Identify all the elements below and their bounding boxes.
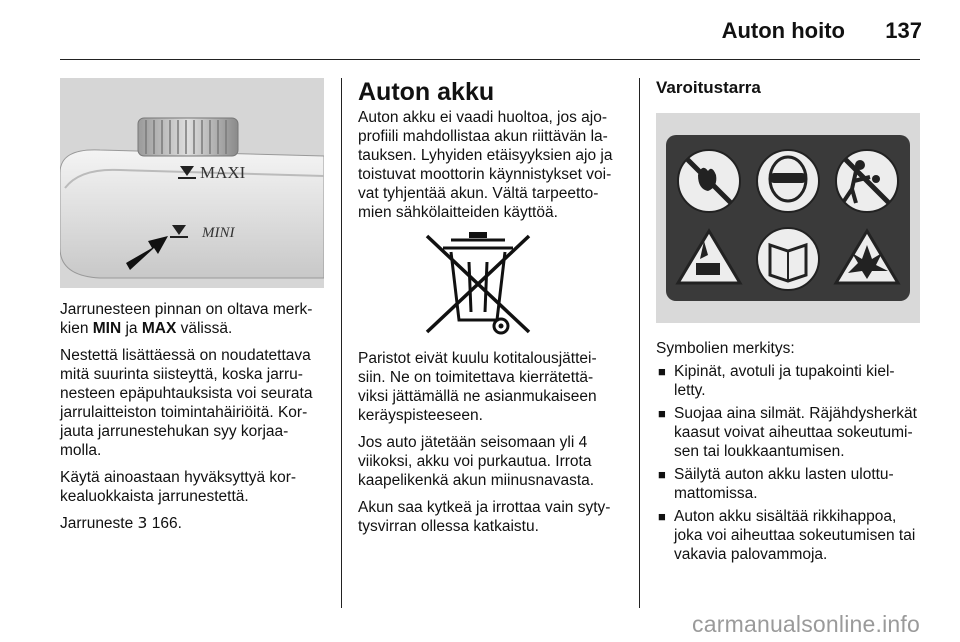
paragraph-storage: Jos auto jätetään seisomaan yli 4 viikoksi, akku voi purkautua. Irrota kaapelikenkä akun miinusnavasta. — [358, 434, 595, 489]
paragraph-ignition: Akun saa kytkeä ja irrottaa vain syty-tysvirran ollessa katkaistu. — [358, 499, 611, 535]
crossed-bin-icon — [413, 232, 543, 337]
header-rule — [60, 59, 920, 60]
page-reference-icon: 3 — [137, 514, 148, 532]
list-item: ■ Kipinät, avotuli ja tupakointi kiel-letty. — [658, 363, 895, 399]
paragraph-level: Jarrunesteen pinnan on oltava merk-kien MIN ja MAX välissä. — [60, 301, 313, 337]
keep-from-children-icon — [836, 150, 898, 212]
list-item: ■ Säilytä auton akku lasten ulottu-mattomissa. — [658, 466, 894, 502]
symbols-list-title: Symbolien merkitys: — [656, 340, 795, 357]
column-brake-fluid — [60, 78, 325, 541]
paragraph-cleanliness: Nestettä lisättäessä on noudatettava mitä suurinta siisteyttä, koska jarru-nesteen epäpuhtauksista voi seurata jarrulaitteiston toimintahäiriöitä. Kor-jauta jarrunestehukan syy korjaa-molla. — [60, 347, 313, 459]
column-warning-label — [656, 78, 921, 568]
column-battery — [358, 78, 623, 544]
bullet-square-icon: ■ — [658, 364, 666, 379]
page-header — [0, 18, 960, 48]
bullet-square-icon: ■ — [658, 509, 666, 524]
no-fire-icon — [678, 150, 740, 212]
read-manual-icon — [757, 228, 819, 290]
paragraph-reference: Jarruneste 3 166. — [60, 514, 182, 532]
symbols-list — [656, 362, 921, 564]
battery-warning-label-image — [656, 113, 920, 323]
section-title: Auton hoito — [721, 18, 845, 43]
warning-label-heading: Varoitustarra — [656, 78, 761, 97]
bullet-square-icon: ■ — [658, 406, 666, 421]
brake-fluid-reservoir-photo — [60, 78, 324, 288]
list-item: ■ Suojaa aina silmät. Räjähdysherkät kaasut voivat aiheuttaa sokeutumi-sen tai loukkaantumisen. — [658, 405, 917, 460]
paragraph-approved-fluid: Käytä ainoastaan hyväksyttyä kor-kealuokkaista jarrunestettä. — [60, 469, 297, 505]
paragraph-recycling: Paristot eivät kuulu kotitalousjättei-siin. Ne on toimitettava kierrätettä-viksi jättämällä ne asianmukaiseen keräyspisteeseen. — [358, 350, 597, 424]
column-divider-2 — [639, 78, 640, 608]
list-item: ■ Auton akku sisältää rikkihappoa, joka voi aiheuttaa sokeutumisen tai vakavia palovammoja. — [658, 508, 916, 563]
column-divider-1 — [341, 78, 342, 608]
max-mark-label: MAXI — [200, 163, 246, 182]
min-mark-label: MINI — [202, 225, 235, 241]
bullet-square-icon: ■ — [658, 467, 666, 482]
paragraph-maintenance: Auton akku ei vaadi huoltoa, jos ajo-profiili mahdollistaa akun riittävän la-tauksen. Lyhyiden etäisyyksien ajo ja toistuvat moottorin käynnistykset voi-vat tyhjentää akun. Vältä tarpeetto-mien sähkölaitteiden käyttöä. — [358, 109, 613, 221]
page-number: 137 — [885, 18, 922, 43]
battery-heading: Auton akku — [358, 78, 495, 106]
eye-protection-icon — [757, 150, 819, 212]
watermark: carmanualsonline.info — [692, 611, 920, 637]
